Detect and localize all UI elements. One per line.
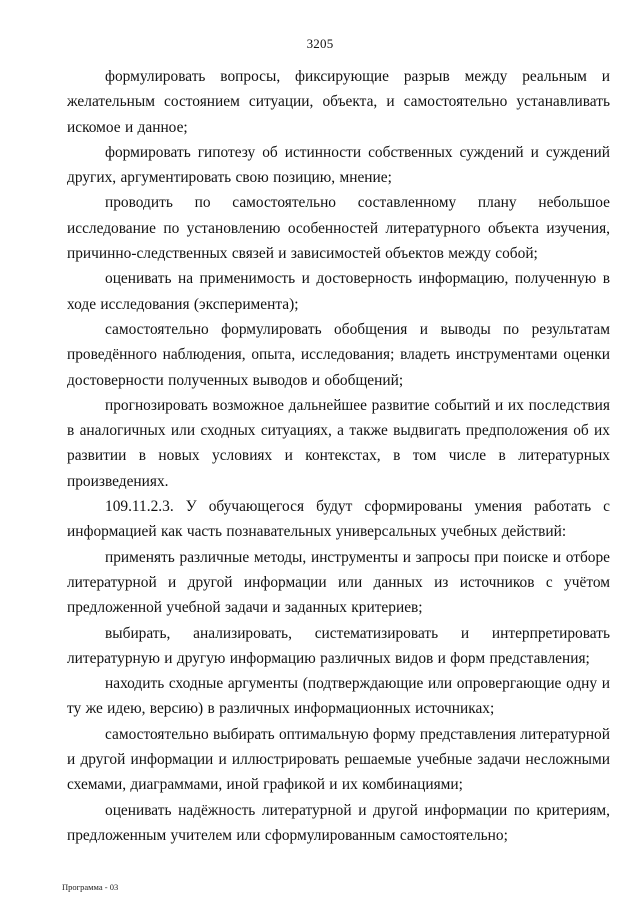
paragraph: формулировать вопросы, фиксирующие разрыв между реальным и желательным состоянием ситуации, объекта, и самостоятельно устанавливать искомое и данное;	[67, 68, 610, 136]
paragraph: самостоятельно выбирать оптимальную форму представления литературной и другой информации и иллюстрировать решаемые учебные задачи несложными схемами, диаграммами, иной графикой и их комбинациями;	[67, 725, 610, 794]
paragraph: оценивать на применимость и достоверность информацию, полученную в ходе исследования (эксперимента);	[67, 270, 610, 313]
paragraph: формировать гипотезу об истинности собственных суждений и суждений других, аргументировать свою позицию, мнение;	[67, 143, 610, 187]
paragraph: оценивать надёжность литературной и другой информации по критериям, предложенным учителем или сформулированным самостоятельно;	[67, 801, 610, 844]
footer-label: Программа - 03	[62, 882, 119, 892]
paragraph: находить сходные аргументы (подтверждающие или опровергающие одну и ту же идею, версию) в различных информационных источниках;	[67, 675, 610, 718]
paragraph: прогнозировать возможное дальнейшее развитие событий и их последствия в аналогичных или сходных ситуациях, а также выдвигать предположения об их развитии в новых условиях и контекстах, в том числе в литературных произведениях.	[67, 396, 610, 490]
paragraph: самостоятельно формулировать обобщения и выводы по результатам проведённого наблюдения, опыта, исследования; владеть инструментами оценки достоверности полученных выводов и обобщений;	[67, 320, 610, 389]
paragraph: применять различные методы, инструменты и запросы при поиске и отборе литературной и другой информации или данных из источников с учётом предложенной учебной задачи и заданных критериев;	[67, 548, 610, 617]
paragraph: проводить по самостоятельно составленному плану небольшое исследование по установлению особенностей литературного объекта изучения, причинно-следственных связей и зависимостей объектов между собой;	[67, 194, 610, 263]
page-number: 3205	[306, 36, 334, 51]
section-heading-paragraph: 109.11.2.3. У обучающегося будут сформированы умения работать с информацией как часть познавательных универсальных учебных действий:	[67, 498, 610, 541]
document-body	[67, 64, 610, 848]
paragraph: выбирать, анализировать, систематизировать и интерпретировать литературную и другую информацию различных видов и форм представления;	[67, 624, 610, 667]
